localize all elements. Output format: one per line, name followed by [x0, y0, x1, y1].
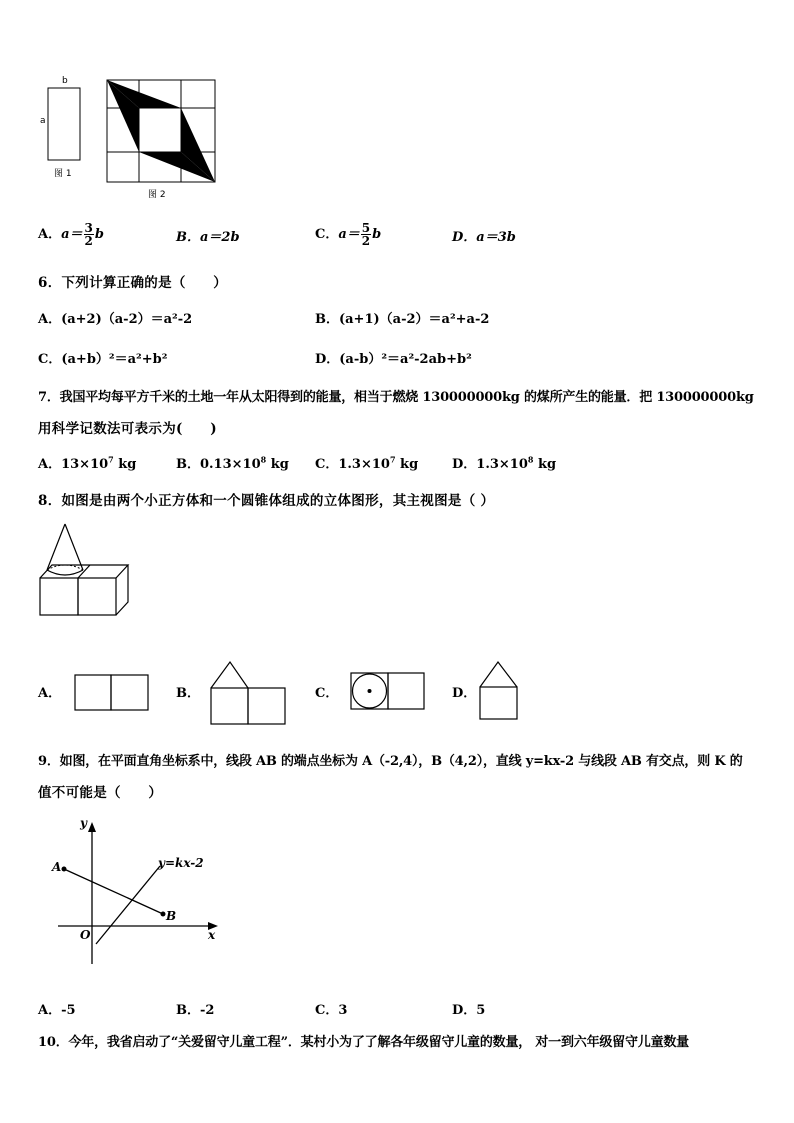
q7-stem-line1: 7．我国平均每平方千米的土地一年从太阳得到的能量，相当于燃烧 130000000kg 的煤所产生的能量．把 130000000kg	[38, 390, 754, 405]
q9-stem-line1: 9．如图，在平面直角坐标系中，线段 AB 的端点坐标为 A（-2,4），B（4,2），直线 y=kx-2 与线段 AB 有交点，则 K 的	[38, 754, 743, 769]
fig1-caption: 图 1	[54, 169, 72, 179]
q7-option-b[interactable]: B．$0.13\times 10^8$ kg	[176, 454, 289, 472]
q9-option-b[interactable]: B．-2	[176, 1003, 215, 1018]
q8-option-c[interactable]: C．	[315, 686, 339, 701]
q5-option-b[interactable]: B．a＝2b	[176, 230, 240, 245]
q5-option-c[interactable]: C．a＝ $\frac{5}{2}$ b	[315, 221, 382, 248]
q8-option-d[interactable]: D．	[452, 686, 477, 701]
q5-option-a[interactable]: A．a＝ $\frac{3}{2}$ b	[38, 221, 104, 248]
q8-stem: 8．如图是由两个小正方体和一个圆锥体组成的立体图形，其主视图是（ ）	[38, 493, 495, 509]
q8-option-b[interactable]: B．	[176, 686, 200, 701]
graph-point-a-label: A	[52, 860, 62, 874]
graph-x-label: x	[208, 928, 216, 942]
fraction: $\frac{3}{2}$	[84, 221, 93, 248]
q9-stem-line2: 值不可能是（ ）	[38, 785, 163, 801]
fig1-label-b: b	[62, 76, 68, 86]
q6-option-b[interactable]: B．(a+1)（a-2）＝a²+a-2	[315, 312, 490, 327]
q9-option-a[interactable]: A．-5	[38, 1003, 76, 1018]
q6-stem: 6．下列计算正确的是（ ）	[38, 275, 228, 291]
q6-option-c[interactable]: C．(a+b）²＝a²+b²	[38, 352, 168, 367]
q9-option-d[interactable]: D．5	[452, 1003, 486, 1018]
q9-option-c[interactable]: C．3	[315, 1003, 348, 1018]
q7-option-a[interactable]: A．$13\times 10^7$ kg	[38, 454, 137, 472]
graph-line-label: y=kx-2	[158, 856, 204, 870]
fraction: $\frac{5}{2}$	[361, 221, 371, 248]
q5-option-d[interactable]: D．a＝3b	[452, 230, 516, 245]
graph-point-b-label: B	[166, 909, 177, 923]
graph-origin-label: O	[80, 928, 91, 942]
q7-stem-line2: 用科学记数法可表示为( )	[38, 421, 217, 437]
q6-option-a[interactable]: A．(a+2)（a-2）＝a²-2	[38, 312, 193, 327]
q8-option-a[interactable]: A．	[38, 686, 62, 701]
fig2-caption: 图 2	[148, 190, 166, 200]
fig1-label-a: a	[40, 116, 46, 126]
q6-option-d[interactable]: D．(a-b）²＝a²-2ab+b²	[315, 352, 472, 367]
graph-y-label: y	[80, 816, 87, 830]
q10-stem: 10．今年，我省启动了“关爱留守儿童工程”．某村小为了了解各年级留守儿童的数量， 对一到六年级留守儿童数量	[38, 1035, 689, 1050]
q7-option-d[interactable]: D．$1.3\times 10^8$ kg	[452, 454, 557, 472]
q7-option-c[interactable]: C．$1.3\times 10^7$ kg	[315, 454, 419, 472]
